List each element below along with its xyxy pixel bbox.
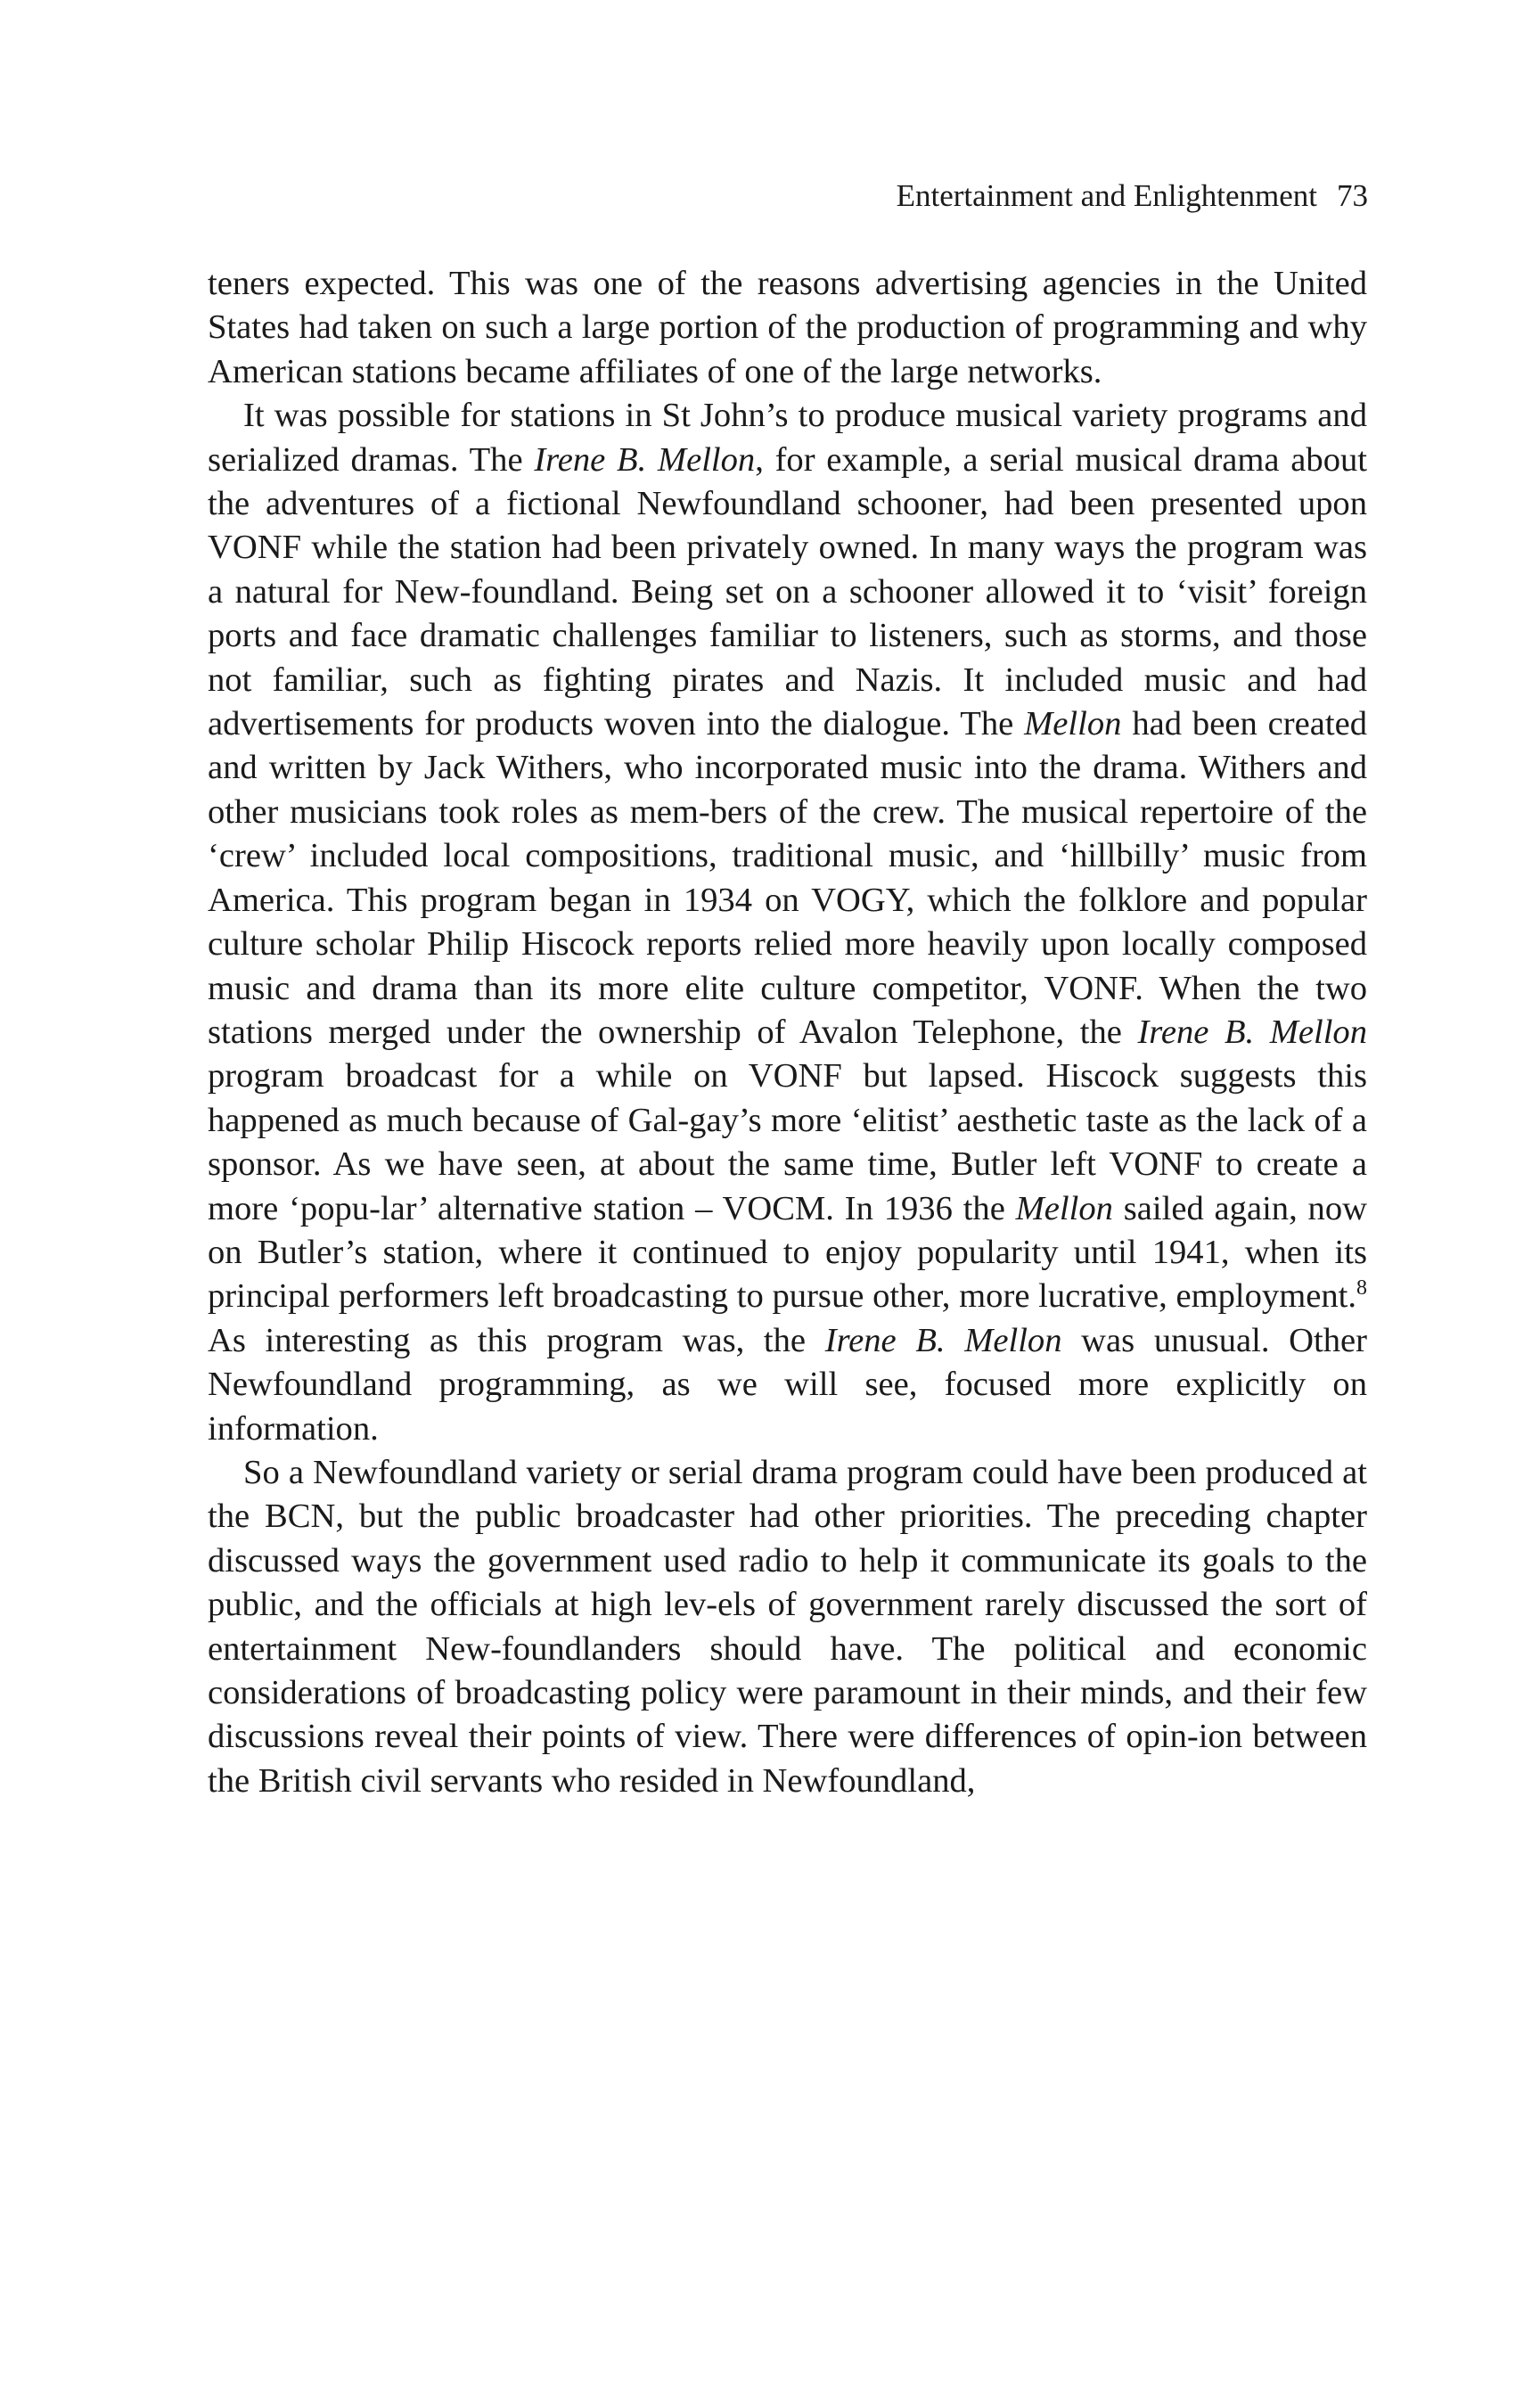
body-text: [208, 262, 1367, 1803]
text-run: was unusual. Other Newfoundland programming, as we will see, focused more explicitly on information.: [208, 1321, 1367, 1448]
page-number: 73: [1337, 178, 1368, 213]
italic-title: Mellon: [1024, 705, 1122, 743]
italic-title: Irene B. Mellon: [1137, 1013, 1367, 1051]
text-run: sailed again, now on Butler’s station, where it continued to enjoy popularity until 1941, when its principal performers left broadcasting to pursue other, more lucrative, employment.: [208, 1189, 1367, 1316]
text-run: It was possible for stations in St John’s to produce musical variety programs and serialized dramas. The: [208, 397, 1367, 479]
text-run: , for example, a serial musical drama about the adventures of a fictional Newfoundland schooner, had been presented upon VONF while the station had been privately owned. In many ways the program was a natural for New-foundland. Being set on a schooner allowed it to ‘visit’ foreign ports and face dramatic challenges familiar to listeners, such as storms, and those not familiar, such as fighting pirates and Nazis. It included music and had advertisements for products woven into the dialogue. The: [208, 440, 1367, 743]
text-run: program broadcast for a while on VONF but lapsed. Hiscock suggests this happened as much because of Gal-gay’s more ‘elitist’ aesthetic taste as the lack of a sponsor. As we have seen, at about the same time, Butler left VONF to create a more ‘popu-lar’ alternative station – VOCM. In 1936 the: [208, 1057, 1367, 1227]
running-head-title: Entertainment and Enlightenment: [896, 178, 1317, 213]
italic-title: Irene B. Mellon: [534, 440, 756, 479]
paragraph: [208, 394, 1367, 1451]
text-run: teners expected. This was one of the reasons advertising agencies in the United States had taken on such a large portion of the production of programming and why American stations became affiliates of one of the large networks.: [208, 265, 1367, 390]
italic-title: Irene B. Mellon: [824, 1321, 1062, 1359]
text-run: As interesting as this program was, the: [208, 1321, 825, 1359]
footnote-marker: 8: [1356, 1276, 1367, 1300]
paragraph: [208, 1451, 1367, 1803]
running-head: [897, 175, 1368, 217]
paragraph: [208, 262, 1367, 394]
italic-title: Mellon: [1015, 1189, 1113, 1227]
text-run: So a Newfoundland variety or serial drama program could have been produced at the BCN, but the public broadcaster had other priorities. The preceding chapter discussed ways the government used radio to help it communicate its goals to the public, and the officials at high lev-els of government rarely discussed the sort of entertainment New-foundlanders should have. The political and economic considerations of broadcasting policy were paramount in their minds, and their few discussions reveal their points of view. There were differences of opin-ion between the British civil servants who resided in Newfoundland,: [208, 1453, 1367, 1800]
text-run: had been created and written by Jack Withers, who incorporated music into the drama. Withers and other musicians took roles as mem-bers of the crew. The musical repertoire of the ‘crew’ included local compositions, traditional music, and ‘hillbilly’ music from America. This program began in 1934 on VOGY, which the folklore and popular culture scholar Philip Hiscock reports relied more heavily upon locally composed music and drama than its more elite culture competitor, VONF. When the two stations merged under the ownership of Avalon Telephone, the: [208, 705, 1367, 1051]
